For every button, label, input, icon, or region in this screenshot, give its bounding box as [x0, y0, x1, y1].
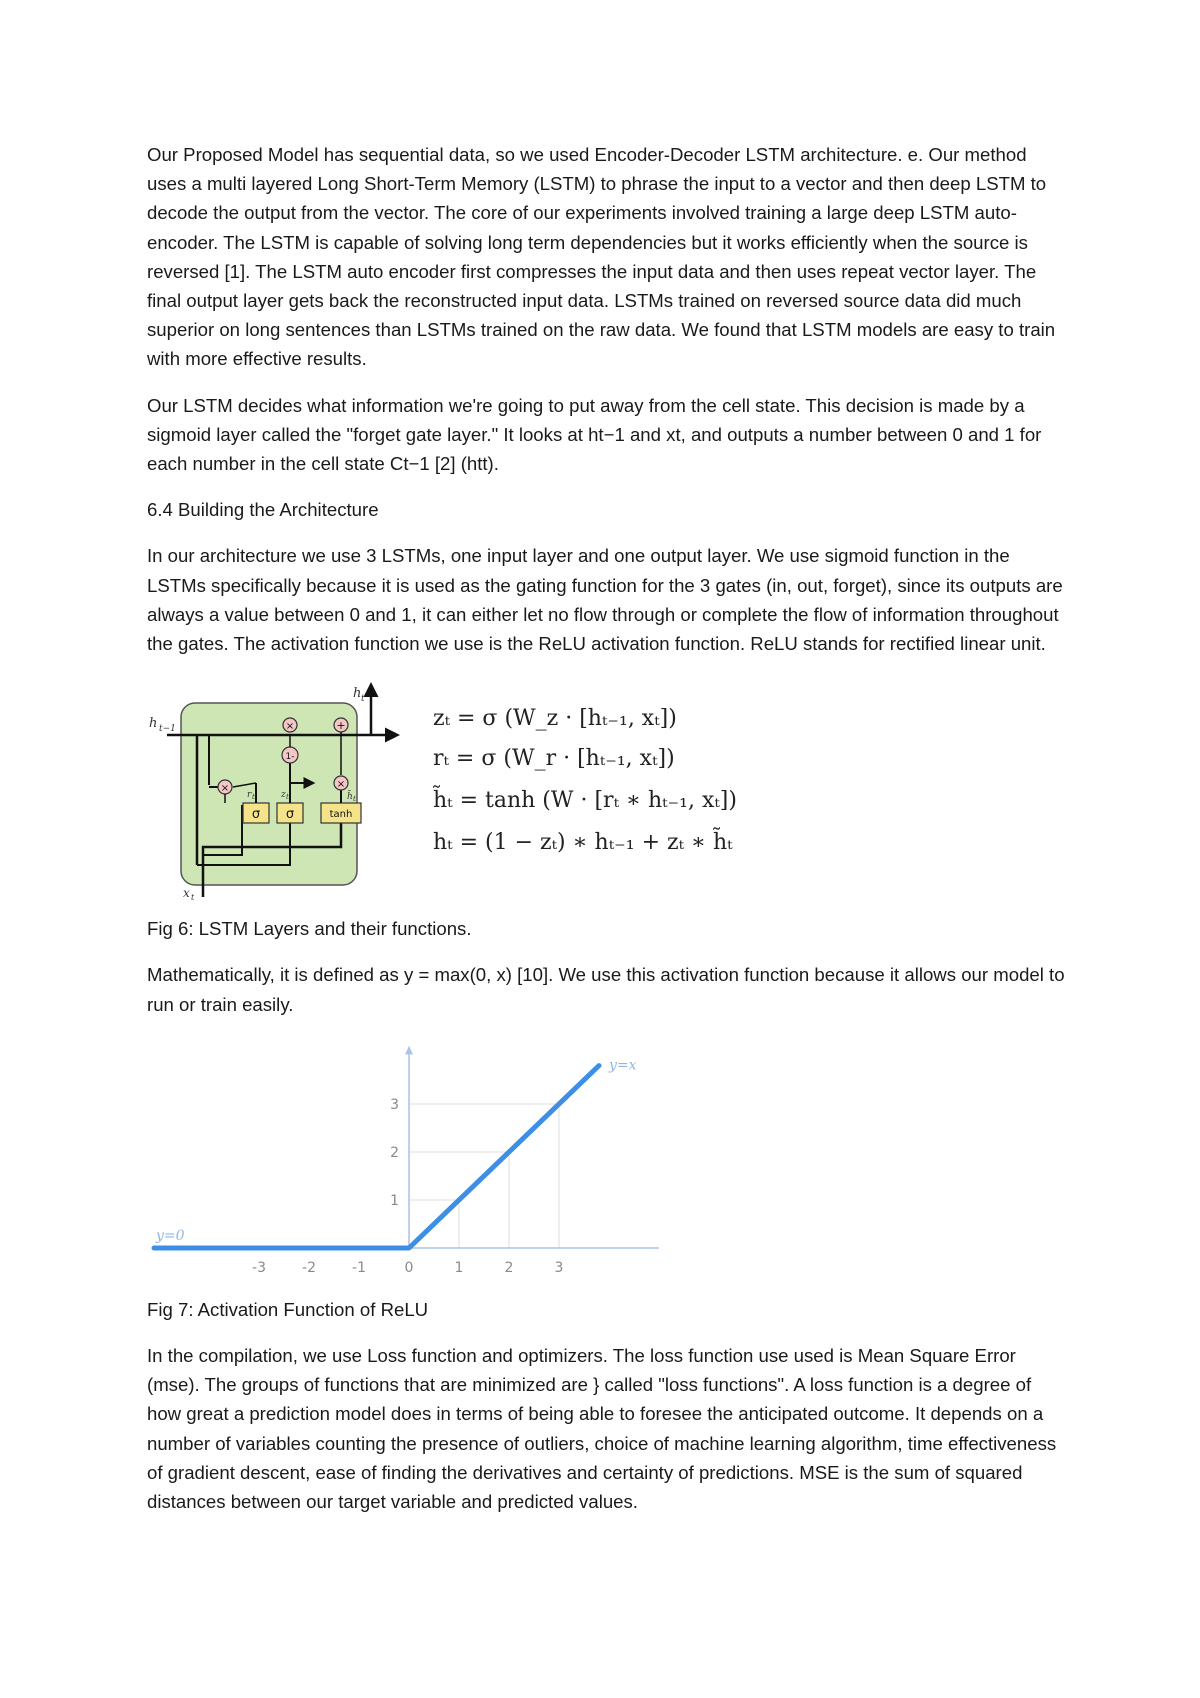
h-prev-sub: t−1 — [159, 724, 176, 735]
svg-text:1-: 1- — [285, 752, 295, 763]
x-tick-3: 3 — [554, 1259, 564, 1276]
paragraph-loss-function: In the compilation, we use Loss function and optimizers. The loss function use used is Mean Square Error (mse). The groups of functions that are minimized are } called "loss functions". A loss function is a degree of how great a prediction model does in terms of being able to foresee the anticipated outcome. It depends on a number of variables counting the presence of outliers, choice of machine learning algorithm, time effectiveness of gradient descent, ease of finding the derivatives and certainty of predictions. MSE is the sum of squared distances between our target variable and predicted values. — [147, 1345, 1057, 1513]
equation-update-gate: zₜ = σ (W_z · [hₜ₋₁, xₜ]) — [433, 706, 677, 732]
relu-series-line — [154, 1065, 599, 1247]
svg-text:×: × — [220, 783, 230, 795]
z-label: z — [281, 790, 286, 801]
r-label: r — [247, 790, 252, 801]
x-in-sub: t — [191, 893, 195, 901]
h-out-sub: t — [361, 694, 365, 705]
svg-text:+: + — [336, 719, 346, 733]
x-tick-1: 1 — [454, 1259, 464, 1276]
y-tick-2: 2 — [390, 1144, 399, 1161]
h-out-label: h — [353, 686, 362, 702]
x-tick--3: -3 — [252, 1259, 266, 1276]
figure-relu-chart — [147, 1036, 1067, 1281]
equation-hidden-state: hₜ = (1 − zₜ) ∗ hₜ₋₁ + zₜ ∗ h̃ₜ — [433, 830, 733, 856]
annotation-y-equals-x: y=x — [609, 1057, 637, 1074]
svg-text:×: × — [285, 721, 295, 733]
h-prev-label: h — [149, 716, 158, 732]
y-tick-3: 3 — [390, 1096, 399, 1113]
paragraph-architecture: In our architecture we use 3 LSTMs, one input layer and one output layer. We use sigmoid function in the LSTMs specifically because it is used as the gating function for the 3 gates (in, out, forget), since its outputs are always a value between 0 and 1, it can either let no flow through or complete the flow of information throughout the gates. The activation function we use is the ReLU activation function. ReLU stands for rectified linear unit. — [147, 545, 1063, 655]
x-in-label: x — [183, 886, 190, 901]
figure-lstm-cell — [147, 675, 1067, 900]
lstm-diagram — [147, 675, 1067, 900]
x-tick-0: 0 — [404, 1259, 414, 1276]
cell-box — [181, 703, 357, 885]
htilde-sub: t — [353, 795, 356, 804]
paragraph-relu-definition: Mathematically, it is defined as y = max(0, x) [10]. We use this activation function because it allows our model to run or train easily. — [147, 964, 1065, 1015]
annotation-y-zero: y=0 — [156, 1227, 185, 1244]
r-sub: t — [252, 793, 255, 802]
figure6-caption: Fig 6: LSTM Layers and their functions. — [147, 918, 472, 940]
equation-reset-gate: rₜ = σ (W_r · [hₜ₋₁, xₜ]) — [433, 746, 675, 772]
z-sub: t — [286, 793, 289, 802]
sigma-gate-update-label: σ — [285, 807, 295, 823]
svg-text:×: × — [336, 779, 346, 791]
y-tick-1: 1 — [390, 1192, 399, 1209]
relu-chart — [147, 1036, 667, 1281]
htilde-label: h̃ — [347, 792, 353, 803]
x-tick--1: -1 — [352, 1259, 366, 1276]
figure7-caption: Fig 7: Activation Function of ReLU — [147, 1298, 429, 1320]
sigma-gate-reset-label: σ — [251, 807, 261, 823]
equation-candidate: h̃ₜ = tanh (W · [rₜ ∗ hₜ₋₁, xₜ]) — [433, 788, 737, 814]
tanh-gate-label: tanh — [329, 809, 353, 821]
y-axis-arrow — [405, 1046, 413, 1054]
document-page — [147, 140, 1067, 1533]
paragraph-forget-gate: Our LSTM decides what information we're going to put away from the cell state. This decision is made by a sigmoid layer called the "forget gate layer." It looks at ht−1 and xt, and outputs a number between 0 and 1 for each number in the cell state Ct−1 [2] (htt). — [147, 394, 1042, 475]
x-tick--2: -2 — [302, 1259, 316, 1276]
x-tick-2: 2 — [504, 1259, 514, 1276]
section-heading: 6.4 Building the Architecture — [147, 499, 379, 521]
paragraph-encoder-decoder: Our Proposed Model has sequential data, so we used Encoder-Decoder LSTM architecture. e. Our method uses a multi layered Long Short-Term Memory (LSTM) to phrase the input to a vector and then deep LSTM to decode the output from the vector. The core of our experiments involved training a large deep LSTM auto-encoder. The LSTM is capable of solving long term dependencies but it works efficiently when the source is reversed [1]. The LSTM auto encoder first compresses the input data and then uses repeat vector layer. The final output layer gets back the reconstructed input data. LSTMs trained on reversed source data did much superior on long sentences than LSTMs trained on the raw data. We found that LSTM models are easy to train with more effective results. — [147, 144, 1056, 370]
